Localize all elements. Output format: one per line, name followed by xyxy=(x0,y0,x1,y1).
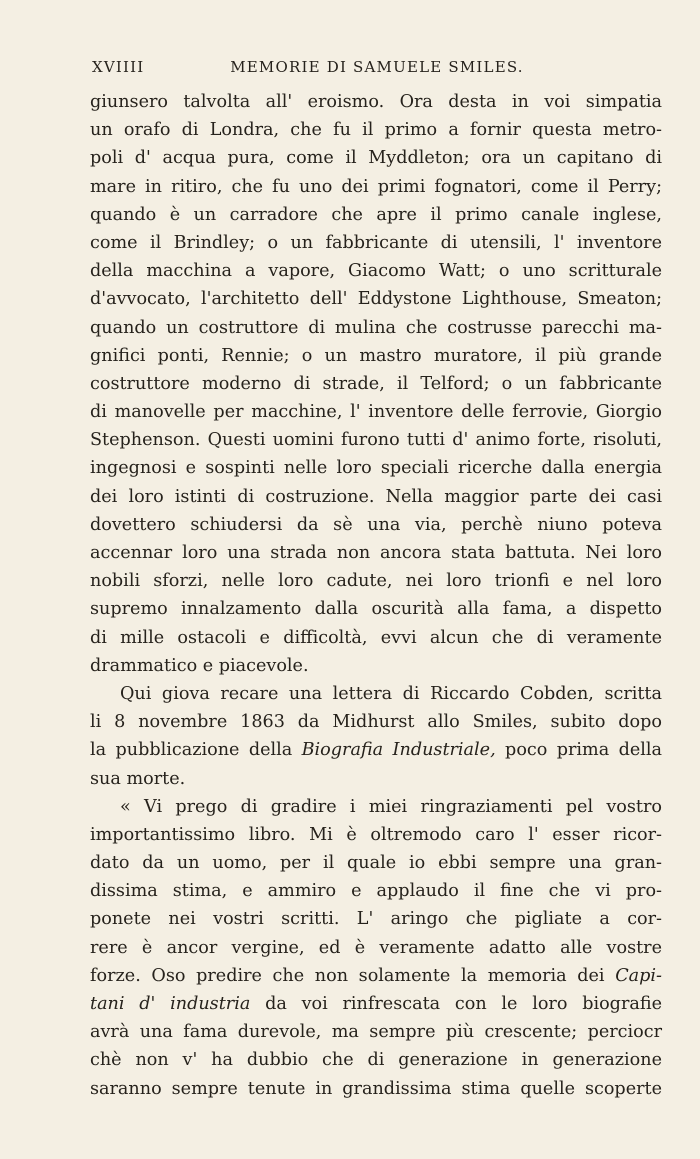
text-line: dissima stima, e ammiro e applaudo il fine che vi pro- xyxy=(90,881,662,902)
text-line: avrà una fama durevole, ma sempre più crescente; perciocr xyxy=(90,1022,662,1043)
page-header xyxy=(92,58,662,84)
text-run: forze. Oso predire che non solamente la memoria dei xyxy=(90,965,616,986)
body-text xyxy=(90,88,662,1103)
running-title: MEMORIE DI SAMUELE SMILES. xyxy=(230,58,524,76)
paragraph-3-quoted-letter xyxy=(90,793,662,1103)
text-line: « Vi prego di gradire i miei ringraziamenti pel vostro xyxy=(120,796,662,817)
text-line: dato da un uomo, per il quale io ebbi sempre una gran- xyxy=(90,853,662,874)
text-line: gnifici ponti, Rennie; o un mastro muratore, il più grande xyxy=(90,345,662,366)
book-title-italic: tani d' industria xyxy=(90,994,251,1014)
text-line: rere è ancor vergine, ed è veramente adatto alle vostre xyxy=(90,937,662,958)
text-line: Qui giova recare una lettera di Riccardo Cobden, scritta xyxy=(120,683,662,704)
text-line: di mille ostacoli e difficoltà, evvi alcun che di veramente xyxy=(90,627,662,648)
text-line: nobili sforzi, nelle loro cadute, nei loro trionfi e nel loro xyxy=(90,571,662,592)
book-title-italic: Biografia Industriale, xyxy=(301,740,496,761)
text-line: d'avvocato, l'architetto dell' Eddystone Lighthouse, Smeaton; xyxy=(90,289,662,310)
text-line: giunsero talvolta all' eroismo. Ora desta in voi simpatia xyxy=(90,92,662,112)
text-line xyxy=(90,736,662,764)
text-line: accennar loro una strada non ancora stata battuta. Nei loro xyxy=(90,543,662,563)
text-line: saranno sempre tenute in grandissima stima quelle scoperte xyxy=(90,1078,662,1099)
text-run: da voi rinfrescata con le loro biografie xyxy=(250,994,662,1014)
text-line: quando un costruttore di mulina che costrusse parecchi ma- xyxy=(90,317,662,338)
text-line xyxy=(90,990,662,1018)
paragraph-2 xyxy=(90,680,662,793)
book-title-italic: Capi- xyxy=(615,965,662,986)
text-line: della macchina a vapore, Giacomo Watt; o uno scritturale xyxy=(90,261,662,282)
text-line: ingegnosi e sospinti nelle loro speciali ricerche dalla energia xyxy=(90,458,662,479)
text-line: dei loro istinti di costruzione. Nella maggior parte dei casi xyxy=(90,486,662,507)
text-line: mare in ritiro, che fu uno dei primi fognatori, come il Perry; xyxy=(90,176,662,197)
text-line: un orafo di Londra, che fu il primo a fornir questa metro- xyxy=(90,120,662,141)
text-line: importantissimo libro. Mi è oltremodo caro l' esser ricor- xyxy=(90,824,662,845)
text-line: Stephenson. Questi uomini furono tutti d' animo forte, risoluti, xyxy=(90,430,662,451)
text-line: poli d' acqua pura, come il Myddleton; ora un capitano di xyxy=(90,148,662,169)
paragraph-1 xyxy=(90,88,662,680)
text-line: dovettero schiudersi da sè una via, perchè niuno poteva xyxy=(90,514,662,535)
text-line: li 8 novembre 1863 da Midhurst allo Smiles, subito dopo xyxy=(90,712,662,733)
text-line: costruttore moderno di strade, il Telford; o un fabbricante xyxy=(90,373,662,394)
text-line: ponete nei vostri scritti. L' aringo che pigliate a cor- xyxy=(90,909,662,930)
text-line: chè non v' ha dubbio che di generazione in generazione xyxy=(90,1050,662,1071)
text-line: supremo innalzamento dalla oscurità alla fama, a dispetto xyxy=(90,599,662,620)
text-line: quando è un carradore che apre il primo canale inglese, xyxy=(90,204,662,225)
text-line xyxy=(90,962,662,990)
text-line: di manovelle per macchine, l' inventore delle ferrovie, Giorgio xyxy=(90,402,662,423)
text-line: come il Brindley; o un fabbricante di utensili, l' inventore xyxy=(90,232,662,253)
page-number: XVIIII xyxy=(92,58,145,76)
text-line: sua morte. xyxy=(90,768,186,789)
text-run: la pubblicazione della xyxy=(90,740,302,761)
text-line: drammatico e piacevole. xyxy=(90,655,309,676)
text-run: poco prima della xyxy=(495,740,662,761)
